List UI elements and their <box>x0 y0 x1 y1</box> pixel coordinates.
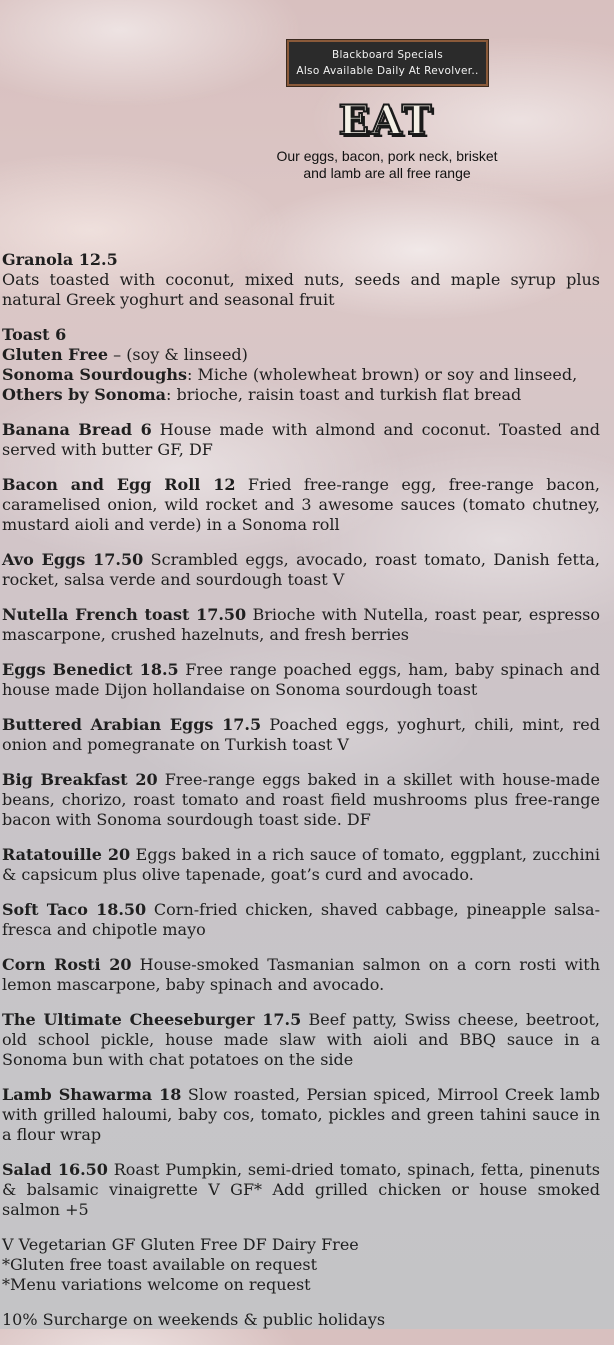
toast-gf-text: – (soy & linseed) <box>108 345 248 364</box>
item-name: Nutella French toast 17.50 <box>2 605 247 624</box>
item-desc: Corn-fried chicken, shaved cabbage, pineapple salsa-fresca and chipotle mayo <box>2 900 600 939</box>
item-name: Toast 6 <box>2 325 67 344</box>
menu-item <box>2 715 600 755</box>
item-name: Corn Rosti 20 <box>2 955 132 974</box>
menu-item-granola <box>2 250 600 310</box>
item-name: Salad 16.50 <box>2 1160 108 1179</box>
item-name: Big Breakfast 20 <box>2 770 158 789</box>
item-name: Banana Bread 6 <box>2 420 152 439</box>
toast-others <box>2 385 600 405</box>
item-desc: Roast Pumpkin, semi-dried tomato, spinach, fetta, pinenuts & balsamic vinaigrette V GF* Add grilled chicken or house smoked salmon +5 <box>2 1160 601 1219</box>
menu-item <box>2 955 600 995</box>
item-name: Lamb Shawarma 18 <box>2 1085 182 1104</box>
menu-item <box>2 900 600 940</box>
menu-list <box>2 250 600 1345</box>
item-name: Granola 12.5 <box>2 250 118 269</box>
item-desc: Scrambled eggs, avocado, roast tomato, Danish fetta, rocket, salsa verde and sourdough toast V <box>2 550 601 589</box>
free-range-note <box>262 148 512 182</box>
item-name: Ratatouille 20 <box>2 845 131 864</box>
item-desc: Free-range eggs baked in a skillet with house-made beans, chorizo, roast tomato and roast field mushrooms plus free-range bacon with Sonoma sourdough toast side. DF <box>2 770 600 829</box>
item-desc: Fried free-range egg, free-range bacon, caramelised onion, wild rocket and 3 awesome sauces (tomato chutney, mustard aioli and verde) in a Sonoma roll <box>2 475 600 534</box>
board-line-2: Also Available Daily At Revolver.. <box>296 65 479 77</box>
menu-item <box>2 1160 600 1220</box>
toast-others-label: Others by Sonoma <box>2 385 167 404</box>
item-desc: Poached eggs, yoghurt, chili, mint, red onion and pomegranate on Turkish toast V <box>2 715 600 754</box>
item-name: Buttered Arabian Eggs 17.5 <box>2 715 262 734</box>
menu-item <box>2 475 600 535</box>
toast-sonoma-sourdoughs <box>2 365 600 385</box>
surcharge-note: 10% Surcharge on weekends & public holidays <box>2 1310 386 1329</box>
item-desc: Oats toasted with coconut, mixed nuts, seeds and maple syrup plus natural Greek yoghurt and seasonal fruit <box>2 270 600 309</box>
menu-item <box>2 660 600 700</box>
legend-line: V Vegetarian GF Gluten Free DF Dairy Free <box>2 1235 359 1254</box>
item-desc: Slow roasted, Persian spiced, Mirrool Creek lamb with grilled haloumi, baby cos, tomato, pickles and green tahini sauce in a flour wrap <box>2 1085 601 1144</box>
item-name: Soft Taco 18.50 <box>2 900 147 919</box>
dietary-legend <box>2 1235 600 1295</box>
item-desc: Free range poached eggs, ham, baby spinach and house made Dijon hollandaise on Sonoma sourdough toast <box>2 660 600 699</box>
toast-gluten-free <box>2 345 600 365</box>
toast-sono-label: Sonoma Sourdoughs <box>2 365 188 384</box>
toast-others-text: : brioche, raisin toast and turkish flat bread <box>166 385 522 404</box>
menu-item-toast <box>2 325 600 405</box>
item-desc: Beef patty, Swiss cheese, beetroot, old school pickle, house made slaw with aioli and BBQ sauce in a Sonoma bun with chat potatoes on the side <box>2 1010 600 1069</box>
menu-item <box>2 1085 600 1145</box>
item-desc: House-smoked Tasmanian salmon on a corn rosti with lemon mascarpone, baby spinach and avocado. <box>2 955 601 994</box>
item-name: Bacon and Egg Roll 12 <box>2 475 236 494</box>
item-desc: Brioche with Nutella, roast pear, espresso mascarpone, crushed hazelnuts, and fresh berries <box>2 605 601 644</box>
item-name: Avo Eggs 17.50 <box>2 550 144 569</box>
menu-item <box>2 1010 600 1070</box>
item-name: The Ultimate Cheeseburger 17.5 <box>2 1010 302 1029</box>
board-line-1: Blackboard Specials <box>331 49 444 61</box>
menu-item <box>2 845 600 885</box>
toast-sono-text: : Miche (wholewheat brown) or soy and linseed, <box>187 365 578 384</box>
menu-item <box>2 550 600 590</box>
note-line-1: Our eggs, bacon, pork neck, brisket <box>276 148 498 164</box>
menu-item <box>2 605 600 645</box>
toast-gf-label: Gluten Free <box>2 345 109 364</box>
note-line-2: and lamb are all free range <box>303 165 471 181</box>
gf-toast-note: *Gluten free toast available on request <box>2 1255 318 1274</box>
menu-item <box>2 770 600 830</box>
menu-item <box>2 420 600 460</box>
item-desc: House made with almond and coconut. Toasted and served with butter GF, DF <box>2 420 600 459</box>
blackboard-sign <box>287 40 488 86</box>
item-desc: Eggs baked in a rich sauce of tomato, eggplant, zucchini & capsicum plus olive tapenade, goat’s curd and avocado. <box>2 845 601 884</box>
page-title: EAT <box>338 97 434 144</box>
variation-note: *Menu variations welcome on request <box>2 1275 311 1294</box>
item-name: Eggs Benedict 18.5 <box>2 660 179 679</box>
